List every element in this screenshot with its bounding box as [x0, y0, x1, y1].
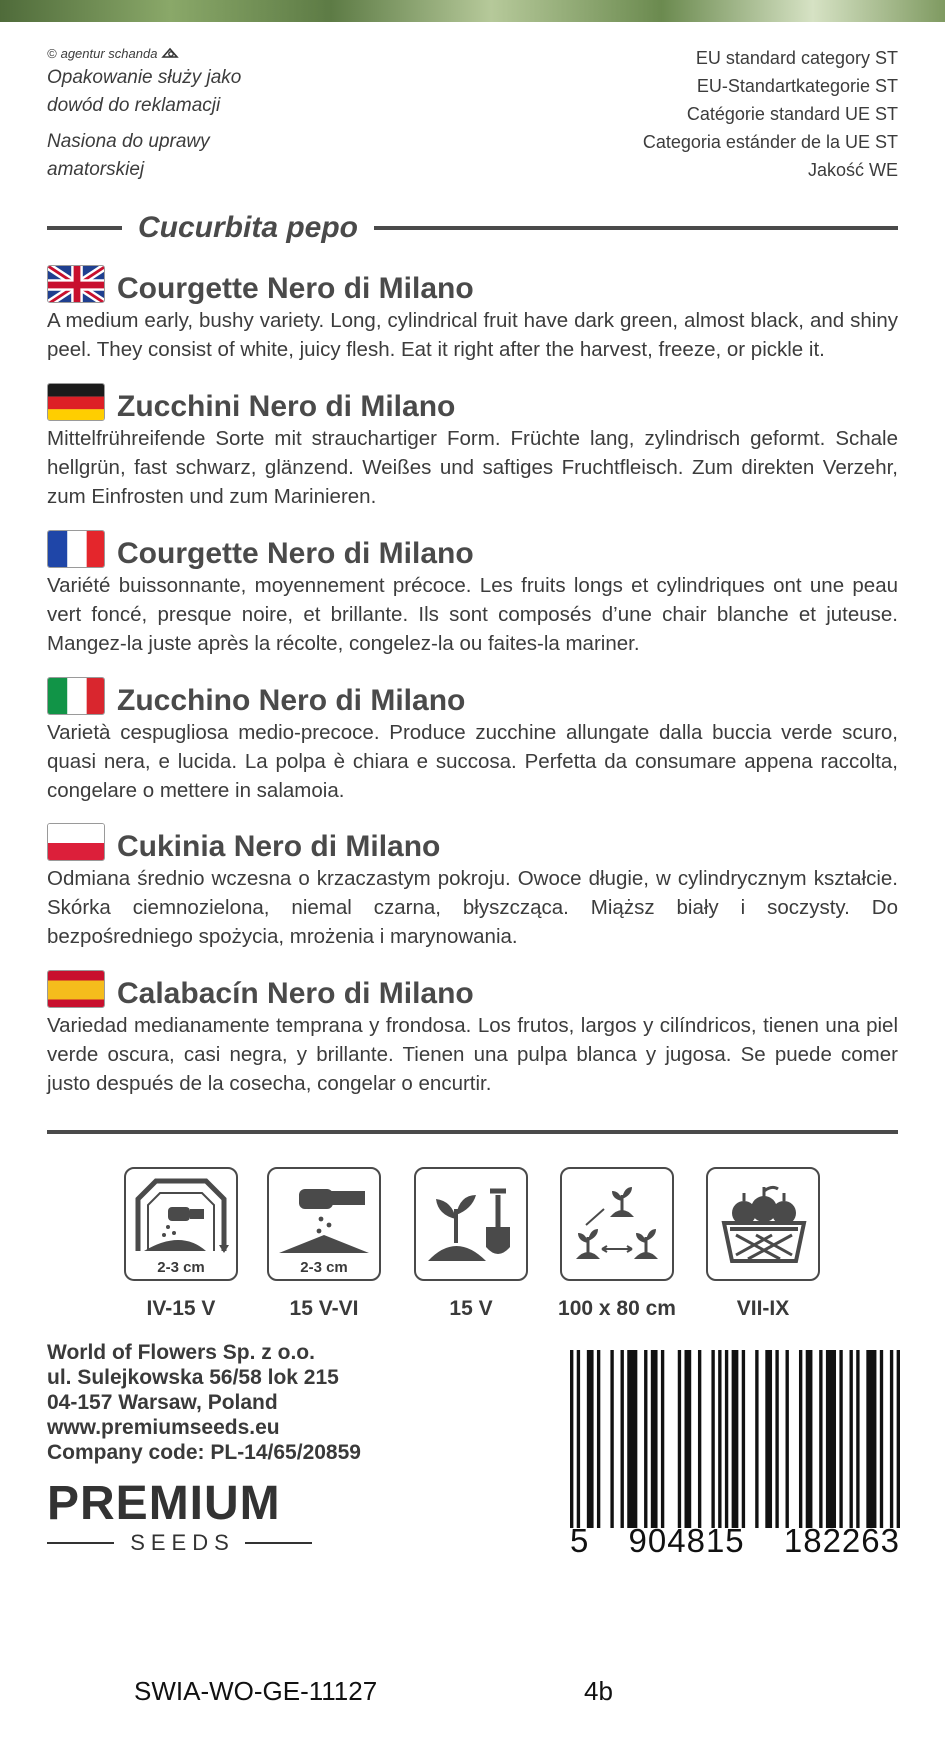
barcode-bar — [627, 1350, 637, 1528]
species-name: Cucurbita pepo — [138, 211, 359, 244]
packaging-notes — [47, 44, 347, 184]
amateur-note-line-2: amatorskiej — [47, 159, 145, 180]
barcode-bar — [661, 1350, 664, 1528]
barcode-bar — [866, 1350, 876, 1528]
section-title: Calabacín Nero di Milano — [117, 977, 474, 1010]
barcode-bar — [849, 1350, 852, 1528]
company-city: 04-157 Warsaw, Poland — [47, 1391, 278, 1414]
transplant-icon — [414, 1167, 528, 1281]
barcode-digits-left: 904815 — [628, 1522, 745, 1559]
description-en — [47, 262, 898, 364]
product-code: SWIA-WO-GE-11127 — [134, 1676, 378, 1706]
section-title: Zucchino Nero di Milano — [117, 684, 466, 717]
premium-seeds-logo — [47, 1477, 312, 1556]
section-title: Zucchini Nero di Milano — [117, 390, 456, 423]
section-title: Courgette Nero di Milano — [117, 537, 474, 570]
eu-standard-labels — [478, 44, 898, 184]
complaint-note-line-1: Opakowanie służy jako — [47, 67, 242, 88]
description-es — [47, 967, 898, 1098]
barcode-digit-first: 5 — [570, 1522, 590, 1559]
germany-flag-icon — [47, 383, 105, 421]
barcode-bar — [775, 1350, 778, 1528]
description-fr — [47, 527, 898, 658]
section-text: Mittelfrühreifende Sorte mit strauchartiger Form. Früchte lang, zylindrisch geformt. Schale hellgrün, fast schwarz, glänzend. Weißes und saftiges Fruchtfleisch. Zum direkten Verzehr, zum Einfrosten und zum Marinieren. — [47, 427, 898, 508]
barcode-bar — [819, 1350, 822, 1528]
agency-logo-icon — [161, 44, 179, 64]
barcode-digits-right: 182263 — [783, 1522, 900, 1559]
barcode-bar — [684, 1350, 691, 1528]
uk-flag-icon — [47, 265, 105, 303]
barcode-bar — [742, 1350, 745, 1528]
copyright-line — [47, 44, 347, 64]
barcode-bar — [597, 1350, 600, 1528]
description-de — [47, 380, 898, 511]
eu-standard-de: EU-Standartkategorie ST — [696, 76, 898, 96]
sowing-depth: 2-3 cm — [157, 1259, 205, 1276]
barcode-bar — [856, 1350, 859, 1528]
barcode-bar — [755, 1350, 758, 1528]
barcode-bar — [698, 1350, 701, 1528]
species-rule-left — [47, 226, 122, 230]
barcode-bar — [711, 1350, 714, 1528]
spacing-value: 100 x 80 cm — [558, 1297, 676, 1320]
italy-flag-icon — [47, 677, 105, 715]
company-name: World of Flowers Sp. z o.o. — [47, 1341, 315, 1364]
harvest-basket-icon — [706, 1167, 820, 1281]
barcode-bar — [732, 1350, 739, 1528]
header-photo-strip — [0, 0, 945, 22]
barcode-bar — [839, 1350, 842, 1528]
copyright-symbol: © — [47, 46, 57, 61]
spain-flag-icon — [47, 970, 105, 1008]
species-heading — [47, 206, 898, 250]
barcode-bar — [786, 1350, 789, 1528]
barcode-bar — [621, 1350, 624, 1528]
barcode-number — [570, 1522, 900, 1560]
eu-standard-en: EU standard category ST — [695, 48, 898, 68]
section-title: Cukinia Nero di Milano — [117, 830, 441, 863]
outdoor-sowing-period: 15 V-VI — [289, 1297, 359, 1320]
barcode-bar — [765, 1350, 772, 1528]
barcode-bar — [644, 1350, 647, 1528]
section-text: Odmiana średnio wczesna o krzaczastym pokroju. Owoce długie, w cylindrycznym kształcie. Skórka ciemnozielona, niemal czarna, błyszcząca. Miąższ biały i soczysty. Do bezpośredniego spożycia, mrożenia i marynowania. — [47, 867, 898, 948]
barcode-bar — [826, 1350, 836, 1528]
eu-standard-fr: Catégorie standard UE ST — [686, 104, 898, 124]
description-pl — [47, 820, 898, 951]
barcode-bar — [651, 1350, 658, 1528]
ean-barcode — [570, 1350, 900, 1528]
greenhouse-sowing-period: IV-15 V — [146, 1297, 216, 1320]
harvest-period: VII-IX — [736, 1297, 790, 1320]
spacing-icon — [560, 1167, 674, 1281]
barcode-bar — [890, 1350, 893, 1528]
barcode-bar — [725, 1350, 728, 1528]
barcode-bar — [897, 1350, 900, 1528]
section-text: A medium early, bushy variety. Long, cylindrical fruit have dark green, almost black, and shiny peel. They consist of white, juicy flesh. Eat it right after the harvest, freeze, or pickle it. — [47, 309, 898, 361]
brand-sub: SEEDS — [130, 1530, 235, 1555]
section-text: Variedad medianamente temprana y frondosa. Los frutos, largos y cilíndricos, tienen una piel verde oscura, casi negra, y brillante. Tienen una pulpa blanca y jugosa. Se puede comer justo después de la cosecha, congelar o encurtir. — [47, 1014, 898, 1095]
company-street: ul. Sulejkowska 56/58 lok 215 — [47, 1366, 339, 1389]
section-text: Varietà cespugliosa medio-precoce. Produce zucchine allungate dalla buccia verde scuro, quasi nera, e lucida. La polpa è chiara e succosa. Perfetta da consumare appena raccolta, congelare o mettere in salamoia. — [47, 721, 898, 802]
transplant-period: 15 V — [449, 1297, 493, 1320]
barcode-bar — [610, 1350, 613, 1528]
barcode-bar — [880, 1350, 883, 1528]
section-title: Courgette Nero di Milano — [117, 272, 474, 305]
barcode-bar — [587, 1350, 594, 1528]
france-flag-icon — [47, 530, 105, 568]
barcode-bar — [577, 1350, 580, 1528]
outdoor-sowing-icon — [267, 1167, 381, 1281]
company-code: Company code: PL-14/65/20859 — [47, 1441, 361, 1464]
poland-flag-icon — [47, 823, 105, 861]
barcode-bar — [678, 1350, 681, 1528]
barcode-bar — [799, 1350, 802, 1528]
section-text: Variété buissonnante, moyennement précoce. Les fruits longs et cylindriques ont une peau vert foncé, presque noire, et brillante. Ils sont composés d’une chair blanche et juteuse. Mangez-la juste après la récolte, congelez-la ou faites-la mariner. — [47, 574, 898, 655]
species-rule-right — [374, 226, 898, 230]
greenhouse-sowing-icon — [124, 1167, 238, 1281]
barcode-bar — [806, 1350, 813, 1528]
barcode-bar — [570, 1350, 573, 1528]
eu-standard-es: Categoria estánder de la UE ST — [642, 132, 898, 152]
company-address — [47, 1340, 361, 1465]
eu-standard-pl: Jakość WE — [807, 160, 898, 180]
amateur-note-line-1: Nasiona do uprawy — [47, 131, 210, 152]
company-website: www.premiumseeds.eu — [47, 1416, 280, 1439]
sowing-depth: 2-3 cm — [300, 1259, 348, 1276]
copyright-holder: agentur schanda — [60, 46, 158, 61]
complaint-note-line-2: dowód do reklamacji — [47, 95, 221, 116]
print-version: 4b — [584, 1676, 613, 1706]
description-it — [47, 674, 898, 805]
barcode-bar — [718, 1350, 721, 1528]
brand-main: PREMIUM — [47, 1477, 281, 1530]
section-divider — [47, 1130, 898, 1134]
